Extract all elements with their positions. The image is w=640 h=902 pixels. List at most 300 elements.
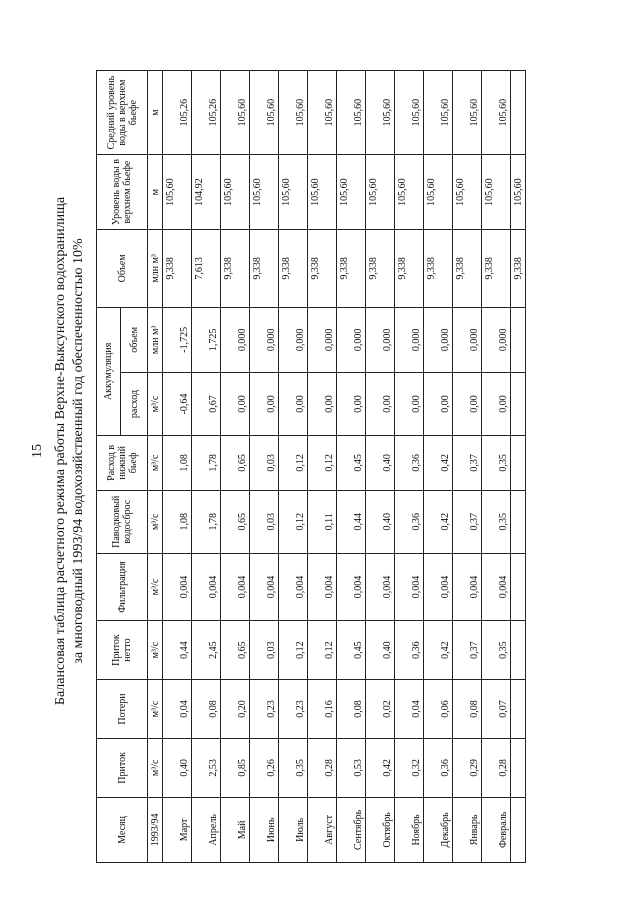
empty-cell (511, 553, 526, 620)
empty-cell (424, 680, 439, 739)
empty-cell (337, 553, 352, 620)
net-inflow-cell: 0,40 (380, 621, 395, 680)
empty-cell (467, 229, 482, 307)
empty-cell (366, 71, 381, 155)
empty-cell (308, 553, 323, 620)
empty-cell (482, 307, 497, 372)
level-cell: 105,60 (337, 155, 352, 230)
unit-cell: м (148, 155, 163, 230)
avg-level-cell: 105,60 (264, 71, 279, 155)
balance-table (96, 70, 526, 863)
month-cell: Июнь (264, 797, 279, 862)
volume-cell: 9,338 (366, 229, 381, 307)
filtration-cell: 0,004 (351, 553, 366, 620)
acc-volume-cell: 0,000 (322, 307, 337, 372)
empty-cell (279, 680, 294, 739)
level-cell: 105,60 (163, 155, 178, 230)
level-cell: 105,60 (424, 155, 439, 230)
level-cell: 105,60 (221, 155, 236, 230)
empty-cell (453, 738, 468, 797)
volume-cell: 9,338 (424, 229, 439, 307)
empty-cell (192, 553, 207, 620)
empty-cell (395, 680, 410, 739)
downstream-cell: 0,36 (409, 436, 424, 491)
spill-cell: 0,03 (264, 490, 279, 553)
empty-cell (453, 680, 468, 739)
empty-cell (250, 490, 265, 553)
spill-cell: 0,36 (409, 490, 424, 553)
net-inflow-cell: 0,65 (235, 621, 250, 680)
header-month: Месяц (97, 797, 148, 862)
net-inflow-cell: 0,12 (293, 621, 308, 680)
spill-cell: 0,37 (467, 490, 482, 553)
empty-cell (279, 436, 294, 491)
spill-cell: 0,35 (496, 490, 511, 553)
empty-cell (192, 738, 207, 797)
spill-cell: 0,44 (351, 490, 366, 553)
acc-flow-cell: -0,64 (177, 372, 192, 435)
acc-flow-cell: 0,00 (322, 372, 337, 435)
inflow-cell: 0,42 (380, 738, 395, 797)
filtration-cell: 0,004 (380, 553, 395, 620)
net-inflow-cell: 0,45 (351, 621, 366, 680)
net-inflow-cell: 0,03 (264, 621, 279, 680)
empty-cell (337, 307, 352, 372)
level-cell: 105,60 (482, 155, 497, 230)
month-cell (279, 797, 294, 862)
empty-cell (192, 307, 207, 372)
empty-cell (482, 490, 497, 553)
empty-cell (163, 680, 178, 739)
avg-level-cell: 105,60 (438, 71, 453, 155)
net-inflow-cell: 0,12 (322, 621, 337, 680)
empty-cell (235, 229, 250, 307)
empty-cell (482, 738, 497, 797)
acc-flow-cell: 0,00 (438, 372, 453, 435)
empty-cell (395, 436, 410, 491)
empty-cell (308, 621, 323, 680)
month-cell (308, 797, 323, 862)
empty-cell (366, 680, 381, 739)
filtration-cell: 0,004 (206, 553, 221, 620)
month-cell (453, 797, 468, 862)
empty-cell (511, 71, 526, 155)
volume-cell: 9,338 (511, 229, 526, 307)
empty-cell (250, 71, 265, 155)
acc-volume-cell: 0,000 (438, 307, 453, 372)
empty-cell (206, 155, 221, 230)
empty-cell (221, 436, 236, 491)
empty-cell (453, 307, 468, 372)
empty-cell (395, 307, 410, 372)
inflow-cell: 0,85 (235, 738, 250, 797)
losses-cell: 0,04 (177, 680, 192, 739)
month-cell: Январь (467, 797, 482, 862)
acc-volume-cell: 1,725 (206, 307, 221, 372)
volume-cell: 9,338 (482, 229, 497, 307)
acc-flow-cell: 0,00 (409, 372, 424, 435)
month-cell: Октябрь (380, 797, 395, 862)
month-cell (192, 797, 207, 862)
spill-cell: 0,65 (235, 490, 250, 553)
empty-cell (221, 553, 236, 620)
empty-cell (453, 71, 468, 155)
empty-cell (366, 738, 381, 797)
empty-cell (264, 229, 279, 307)
table-row (192, 71, 207, 863)
avg-level-cell: 105,26 (177, 71, 192, 155)
header-upper-level: Уровень воды в верхнем бьефе (97, 155, 148, 230)
empty-cell (293, 155, 308, 230)
filtration-cell: 0,004 (322, 553, 337, 620)
spill-cell: 0,42 (438, 490, 453, 553)
unit-cell: м³/с (148, 621, 163, 680)
empty-cell (279, 71, 294, 155)
table-row (496, 71, 511, 863)
empty-cell (351, 229, 366, 307)
avg-level-cell: 105,60 (351, 71, 366, 155)
empty-cell (221, 738, 236, 797)
empty-cell (366, 490, 381, 553)
empty-cell (511, 797, 526, 862)
acc-volume-cell: 0,000 (409, 307, 424, 372)
net-inflow-cell: 0,42 (438, 621, 453, 680)
level-cell: 105,60 (308, 155, 323, 230)
month-cell: Сентябрь (351, 797, 366, 862)
acc-flow-cell: 0,67 (206, 372, 221, 435)
empty-cell (308, 307, 323, 372)
losses-cell: 0,08 (206, 680, 221, 739)
empty-cell (395, 738, 410, 797)
empty-cell (511, 372, 526, 435)
inflow-cell: 0,40 (177, 738, 192, 797)
volume-cell: 7,613 (192, 229, 207, 307)
empty-cell (351, 155, 366, 230)
empty-cell (395, 490, 410, 553)
downstream-cell: 1,78 (206, 436, 221, 491)
empty-cell (177, 229, 192, 307)
table-row (380, 71, 395, 863)
empty-cell (192, 621, 207, 680)
net-inflow-cell: 0,35 (496, 621, 511, 680)
table-row (308, 71, 323, 863)
empty-cell (366, 436, 381, 491)
losses-cell: 0,02 (380, 680, 395, 739)
empty-cell (424, 738, 439, 797)
filtration-cell: 0,004 (235, 553, 250, 620)
empty-cell (264, 155, 279, 230)
empty-cell (192, 436, 207, 491)
empty-cell (438, 229, 453, 307)
filtration-cell: 0,004 (177, 553, 192, 620)
empty-cell (511, 490, 526, 553)
month-cell (337, 797, 352, 862)
acc-volume-cell: 0,000 (293, 307, 308, 372)
empty-cell (395, 621, 410, 680)
filtration-cell: 0,004 (409, 553, 424, 620)
header-acc-flow: расход (121, 372, 148, 435)
acc-volume-cell: 0,000 (467, 307, 482, 372)
downstream-cell: 0,42 (438, 436, 453, 491)
table-row (250, 71, 265, 863)
header-accumulation: Аккумуляция (97, 307, 121, 435)
empty-cell (250, 372, 265, 435)
acc-volume-cell: 0,000 (496, 307, 511, 372)
empty-cell (308, 738, 323, 797)
acc-flow-cell: 0,00 (293, 372, 308, 435)
month-cell (366, 797, 381, 862)
inflow-cell: 2,53 (206, 738, 221, 797)
empty-cell (308, 71, 323, 155)
empty-cell (409, 155, 424, 230)
empty-cell (279, 553, 294, 620)
losses-cell: 0,08 (351, 680, 366, 739)
avg-level-cell: 105,26 (206, 71, 221, 155)
unit-cell: м³/с (148, 490, 163, 553)
empty-cell (308, 490, 323, 553)
empty-cell (395, 71, 410, 155)
acc-flow-cell: 0,00 (235, 372, 250, 435)
empty-cell (221, 680, 236, 739)
empty-cell (467, 155, 482, 230)
empty-cell (163, 372, 178, 435)
month-cell: Март (177, 797, 192, 862)
table-title: Балансовая таблица расчетного режима работы Верхне-Выксунского водохранилища (53, 196, 68, 706)
downstream-cell: 0,65 (235, 436, 250, 491)
empty-cell (250, 307, 265, 372)
unit-cell: м³/с (148, 372, 163, 435)
spill-cell: 0,12 (293, 490, 308, 553)
avg-level-cell: 105,60 (293, 71, 308, 155)
table-row-final (511, 71, 526, 863)
acc-flow-cell: 0,00 (264, 372, 279, 435)
acc-volume-cell: 0,000 (264, 307, 279, 372)
table-row (395, 71, 410, 863)
month-cell (482, 797, 497, 862)
volume-cell: 9,338 (453, 229, 468, 307)
header-net-inflow: Приток нетто (97, 621, 148, 680)
table-row (337, 71, 352, 863)
header-downstream: Расход в нижний бьеф (97, 436, 148, 491)
table-row (293, 71, 308, 863)
acc-volume-cell: 0,000 (235, 307, 250, 372)
empty-cell (221, 490, 236, 553)
inflow-cell: 0,28 (496, 738, 511, 797)
level-cell: 105,60 (395, 155, 410, 230)
net-inflow-cell: 2,45 (206, 621, 221, 680)
empty-cell (424, 553, 439, 620)
inflow-cell: 0,53 (351, 738, 366, 797)
header-losses: Потери (97, 680, 148, 739)
inflow-cell: 0,26 (264, 738, 279, 797)
month-cell: Декабрь (438, 797, 453, 862)
header-volume: Объем (97, 229, 148, 307)
unit-year: 1993/94 (148, 797, 163, 862)
losses-cell: 0,23 (293, 680, 308, 739)
acc-flow-cell: 0,00 (351, 372, 366, 435)
empty-cell (250, 738, 265, 797)
downstream-cell: 0,03 (264, 436, 279, 491)
empty-cell (395, 372, 410, 435)
empty-cell (163, 738, 178, 797)
empty-cell (424, 71, 439, 155)
empty-cell (250, 553, 265, 620)
inflow-cell: 0,36 (438, 738, 453, 797)
inflow-cell: 0,32 (409, 738, 424, 797)
volume-cell: 9,338 (221, 229, 236, 307)
empty-cell (192, 490, 207, 553)
empty-cell (366, 307, 381, 372)
empty-cell (250, 436, 265, 491)
losses-cell: 0,08 (467, 680, 482, 739)
inflow-cell: 0,35 (293, 738, 308, 797)
unit-cell: м³/с (148, 738, 163, 797)
empty-cell (192, 680, 207, 739)
empty-cell (192, 71, 207, 155)
header-flood-spill: Паводковый водосброс (97, 490, 148, 553)
table-row (221, 71, 236, 863)
volume-cell: 9,338 (337, 229, 352, 307)
empty-cell (163, 436, 178, 491)
level-cell: 105,60 (366, 155, 381, 230)
empty-cell (279, 490, 294, 553)
empty-cell (511, 621, 526, 680)
empty-cell (366, 553, 381, 620)
empty-cell (163, 553, 178, 620)
table-row (279, 71, 294, 863)
empty-cell (366, 372, 381, 435)
empty-cell (496, 155, 511, 230)
filtration-cell: 0,004 (496, 553, 511, 620)
empty-cell (482, 553, 497, 620)
empty-cell (250, 621, 265, 680)
empty-cell (163, 621, 178, 680)
empty-cell (279, 738, 294, 797)
empty-cell (424, 372, 439, 435)
filtration-cell: 0,004 (467, 553, 482, 620)
empty-cell (337, 738, 352, 797)
table-row (177, 71, 192, 863)
header-filtration: Фильтрация (97, 553, 148, 620)
avg-level-cell: 105,60 (467, 71, 482, 155)
table-row (453, 71, 468, 863)
empty-cell (279, 307, 294, 372)
losses-cell: 0,07 (496, 680, 511, 739)
month-cell: Август (322, 797, 337, 862)
downstream-cell: 0,12 (293, 436, 308, 491)
empty-cell (337, 372, 352, 435)
empty-cell (453, 553, 468, 620)
spill-cell: 1,08 (177, 490, 192, 553)
month-cell (163, 797, 178, 862)
table-row (351, 71, 366, 863)
level-cell: 104,92 (192, 155, 207, 230)
empty-cell (279, 372, 294, 435)
header-avg-level: Средний уровень воды в верхнем бьефе (97, 71, 148, 155)
empty-cell (221, 621, 236, 680)
losses-cell: 0,16 (322, 680, 337, 739)
empty-cell (192, 372, 207, 435)
losses-cell: 0,06 (438, 680, 453, 739)
table-row (206, 71, 221, 863)
page-number: 15 (30, 444, 45, 458)
month-cell (395, 797, 410, 862)
empty-cell (235, 155, 250, 230)
filtration-cell: 0,004 (293, 553, 308, 620)
volume-cell: 9,338 (163, 229, 178, 307)
filtration-cell: 0,004 (264, 553, 279, 620)
month-cell: Май (235, 797, 250, 862)
avg-level-cell: 105,60 (322, 71, 337, 155)
empty-cell (221, 71, 236, 155)
empty-cell (308, 436, 323, 491)
unit-cell: м³/с (148, 553, 163, 620)
empty-cell (511, 436, 526, 491)
month-cell (250, 797, 265, 862)
table-row (424, 71, 439, 863)
empty-cell (279, 621, 294, 680)
table-body (163, 71, 526, 863)
table-row (467, 71, 482, 863)
spill-cell: 1,78 (206, 490, 221, 553)
unit-cell: м³/с (148, 680, 163, 739)
empty-cell (308, 680, 323, 739)
empty-cell (482, 621, 497, 680)
empty-cell (380, 229, 395, 307)
empty-cell (293, 229, 308, 307)
level-cell: 105,60 (250, 155, 265, 230)
downstream-cell: 0,37 (467, 436, 482, 491)
empty-cell (453, 621, 468, 680)
acc-flow-cell: 0,00 (467, 372, 482, 435)
acc-volume-cell: 0,000 (351, 307, 366, 372)
volume-cell: 9,338 (308, 229, 323, 307)
empty-cell (511, 680, 526, 739)
losses-cell: 0,04 (409, 680, 424, 739)
level-cell: 105,60 (279, 155, 294, 230)
table-row (482, 71, 497, 863)
month-cell: Февраль (496, 797, 511, 862)
avg-level-cell: 105,60 (380, 71, 395, 155)
empty-cell (221, 307, 236, 372)
spill-cell: 0,40 (380, 490, 395, 553)
empty-cell (366, 621, 381, 680)
unit-cell: м (148, 71, 163, 155)
empty-cell (177, 155, 192, 230)
empty-cell (308, 372, 323, 435)
table-subtitle: за многоводный 1993/94 водохозяйственный год обеспеченностью 10% (71, 238, 86, 664)
empty-cell (453, 372, 468, 435)
empty-cell (337, 621, 352, 680)
empty-cell (482, 680, 497, 739)
avg-level-cell: 105,60 (409, 71, 424, 155)
empty-cell (163, 490, 178, 553)
avg-level-cell: 105,60 (235, 71, 250, 155)
inflow-cell: 0,29 (467, 738, 482, 797)
header-inflow: Приток (97, 738, 148, 797)
downstream-cell: 1,08 (177, 436, 192, 491)
acc-flow-cell: 0,00 (380, 372, 395, 435)
acc-volume-cell: -1,725 (177, 307, 192, 372)
empty-cell (409, 229, 424, 307)
table-row (235, 71, 250, 863)
empty-cell (424, 490, 439, 553)
empty-cell (337, 436, 352, 491)
downstream-cell: 0,35 (496, 436, 511, 491)
acc-volume-cell: 0,000 (380, 307, 395, 372)
empty-cell (482, 436, 497, 491)
level-cell: 105,60 (511, 155, 526, 230)
